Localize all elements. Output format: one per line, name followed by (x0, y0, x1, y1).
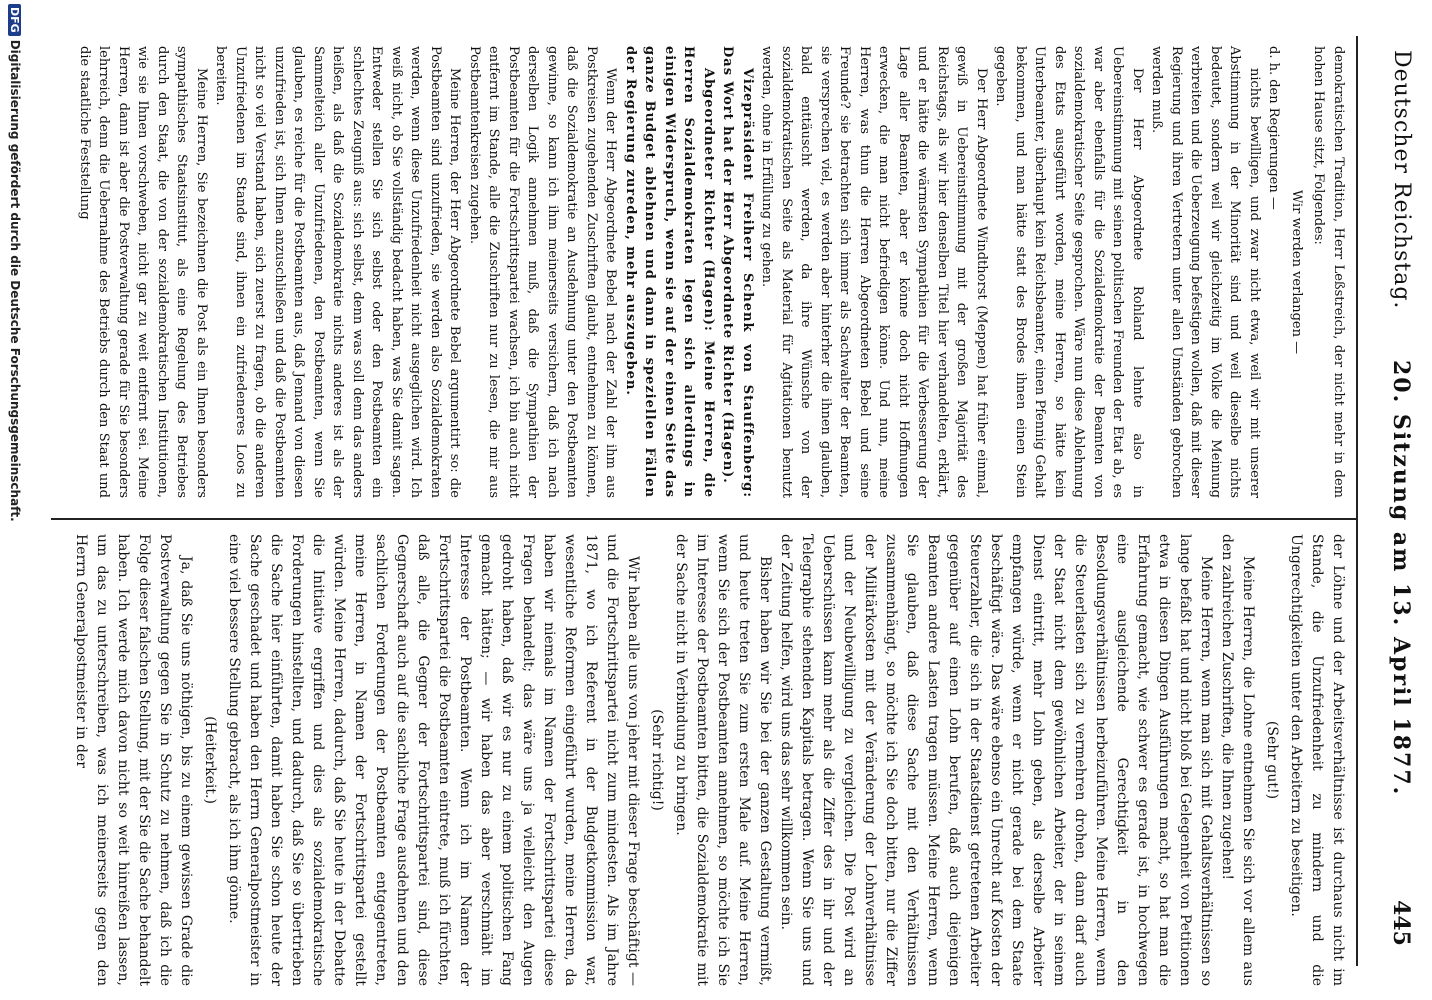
interjection: (Sehr richtig!) (649, 709, 665, 811)
paragraph: der Löhne und der Arbeitsverhältnisse ist durchaus nicht im Stande, die Unzufriedenheit zu mindern und die Ungerechtigkeiten unter den Arbeitern zu beseitigen. (1288, 534, 1346, 986)
paragraph: Meine Herren, Sie bezeichnen die Post als ein Ihnen besonders sympathisches Staatsinstitut, als eine Regelung des Betriebes durch den Staat, die von der sozialdemokratischen Institutionen, wie sie Ihnen vorschweben, nicht gar zu weit entfernt sei. Meine Herren, dann ist aber die Postverwaltung gerade für Sie besonders lehrreich, denn die Uebernahme des Betriebs durch den Staat und die staatliche Feststellung (77, 46, 209, 498)
session-title: 20. Sitzung am 13. April 1877. (1388, 360, 1414, 797)
interjection: (Sehr gut!) (1264, 720, 1280, 800)
dfg-logo: DFG (8, 4, 21, 36)
paragraph: Wir haben alle uns von jeher mit dieser Frage beschäftigt — und die Fortschrittspartei nicht zum mindesten. Als im Jahre 1871, wo ich Referent in der Budgetkommission war, wesentliche Reformen eingeführt wurden, meine Herren, da haben wir niemals im Namen der Fortschrittspartei diese Fragen behandelt; das wäre uns ja vielleicht den Augen gedroht haben, daß wir es nur zu einem politischen Fang gemacht hätten; — wir haben das aber verschmäht im Interesse der Postbeamten. Wenn ich im Namen der Fortschrittspartei die Postbeamten eintrete, muß ich fürchten, daß alle, die Gegner der Fortschrittspartei sind, diese Gegnerschaft auch auf die sachliche Frage ausdehnen und den sachlichen Forderungen der Postbeamten entgegentreten, meine Herren, in Namen der Fortschrittspartei gestellt würden. Meine Herren, dadurch, daß Sie heute in der Debatte die Initiative ergriffen und dies als sozialdemokratische Forderungen hinstellten, und dadurch, daß Sie so übertrieben die Sache hier einführten, damit haben Sie schon heute der Sache geschadet und haben den Herrn Generalpostmeister in eine viel bessere Stellung gebracht, als ich ihm gönne. (226, 534, 641, 986)
quote-line: d. h. den Regierungen — (1266, 46, 1282, 210)
page-number: 445 (1388, 900, 1414, 946)
header-rule (1356, 36, 1358, 966)
speaker-paragraph: Abgeordneter Richter (Hagen): Meine Herren, die Herren Sozialdemokraten legen sich allerdings in einigen Widerspruch, wenn sie auf der einen Seite das ganze Budget ablehnen und dann in speziellen Fällen der Regierung zureden, mehr auszugeben. (623, 46, 716, 498)
paragraph: Der Herr Abgeordnete Windthorst (Meppen) hat früher einmal, gewiß in Uebereinstimmung mit der großen Majorität des Reichstags, als wir hier denselben Titel hier verhandelten, erklärt, und er hätte die wärmsten Sympathien für die Verbesserung der Lage aller Beamten, aber er könne doch nicht Hoffnungen erwecken, die man nicht befriedigen könne. Und nun, meine Herren, was thun die Herren Abgeordneten Bebel und seine Freunde? sie betrachten sich immer als Sachwalter der Beamten, sie versprechen viel, es werden aber hinterher die ihnen glauben, bald enttäuscht werden, da ihre Wünsche von der sozialdemokratischen Seite als Material für Agitationen benutzt werden, ohne in Erfüllung zu gehen. (759, 46, 989, 498)
interjection: (Heiterkeit.) (202, 716, 218, 804)
paragraph: Bisher haben wir Sie bei der ganzen Gestaltung vermißt, und heute treten Sie zum ersten Male auf. Meine Herren, wenn Sie sich der Postbeamten annehmen, so möchte ich Sie im Interesse der Postbeamten bitten, die Sozialdemokratie mit der Sache nicht in Verbindung zu bringen. (673, 534, 773, 986)
header-left: Deutscher Reichstag. (1389, 50, 1414, 310)
paragraph: Meine Herren, die Lohne entnehmen Sie sich vor allem aus den zahlreichen Zuschriften, die Ihnen zugehen! (1219, 534, 1256, 986)
paragraph: Ja, daß Sie uns nöthigen, bis zu einem gewissen Grade die Postverwaltung gegen Sie in Schutz zu nehmen, daß ich die Folge dieser falschen Stellung, mit der Sie die Sache behandelt haben. Ich werde mich davon nicht so weit hinreißen lassen, um das zu unterschreiben, was ich meinerseits gegen den Herrn Generalpostmeister in der (73, 534, 194, 986)
speaker-announcement: Vizepräsident Freiherr Schenk von Stauffenberg: Das Wort hat der Herr Abgeordnete Richter (Hagen). (720, 46, 755, 498)
credit-text: Digitalisierung gefördert durch die Deutsche Forschungsgemeinschaft. (8, 39, 22, 522)
digitization-credit (0, 0, 22, 1000)
paragraph: nichts bewilligen, und zwar nicht etwa, weil wir mit unserer Abstimmung in der Minorität sind und weil dieselbe nichts bedeutet, sondern weil wir gleichzeitig im Volke die Meinung verbreiten und die Ueberzeugung befestigen wollen, daß mit dieser Regierung und ihren Vertretern unter allen Umständen gebrochen werden muß. (1149, 46, 1262, 498)
text-column-left (75, 46, 1349, 498)
text-column-right (70, 534, 1348, 986)
page-header (1378, 0, 1424, 1000)
paragraph: demokratischen Tradition, Herr Leßstreich, der nicht mehr in dem hohen Hause sitzt, Folgendes: (1311, 46, 1346, 498)
paragraph: Der Herr Abgeordnete Rohland lehnte also in Uebereinstimmung mit seinen politischen Freunden der Etat ab, es war aber ebenfalls für die Sozialdemokratie der Beamten von sozialdemokratischer Seite gesprochen. Wäre nun diese Ablehnung des Etats ausgeführt worden, meine Herren, so hätte kein Unterbeamter, überhaupt kein Reichsbeamter, einen Pfennig Gehalt bekommen, und man hätte statt des Brodes ihnen einen Stein gegeben. (993, 46, 1145, 498)
quote-line: Wir werden verlangen — (1289, 189, 1304, 355)
paragraph: Meine Herren, wenn man sich mit Gehaltsverhältnissen so lange befaßt hat und nicht bloß bei Gelegenheit von Petitionen etwa in diesen Dingen Ausführungen macht, so hat man die Erfahrung gemacht, wie schwer es gerade ist, in hochwegen eine ausgleichende Gerechtigkeit in den Besoldungsverhältnissen herbeizuführen. Meine Herren, wenn die Steuerlasten sich zu vermehren drohen, dann darf auch der Staat nicht dem gewöhnlichen Arbeiter, der in seinem Dienst eintritt, mehr Lohn geben, als derselbe Arbeiter empfangen würde, wenn er nicht gerade bei dem Staate beschäftigt wäre. Das wäre ebenso ein Unrecht auf Kosten der Steuerzahler, die sich in der Staatsdienst getretenen Arbeiter gegenüber auf einen Lohn berufen, daß auch diejenigen Beamten andere Lasten tragen müssen. Meine Herren, wenn Sie glauben, daß diese Sache mit den Verhältnissen zusammenhängt, so möchte ich Sie doch bitten, nur die Ziffer der Militärkosten mit der Veränderung der Lohnverhältnisse und der Neubewilligung zu vergleichen. Die Post wird an Ueberschüssen kann mehr als die Ziffer des in ihr und der Telegraphie stehenden Kapitals betragen. Wenn Sie uns und der Zeitung helfen, wird uns das sehr willkommen sein. (778, 534, 1214, 986)
paragraph: Meine Herren, der Herr Abgeordnete Bebel argumentirt so: die Postbeamten sind unzufrieden, sie werden also Sozialdemokraten werden, wenn diese Unzufriedenheit nicht ausgeglichen wird. Ich weiß nicht, ob Sie vollständig bedacht haben, was Sie damit sagen. Entweder stellen Sie sich selbst oder den Postbeamten ein schlechtes Zeugniß aus: sich selbst, denn was soll denn das anders heißen, als daß die Sozialdemokratie nichts anderes ist als der Sammelteich aller Unzufriedenen, den Postbeamten, wenn Sie glauben, es reiche für die Postbeamten aus, daß Jemand von diesen unzufrieden ist, sich Ihnen anzuschließen und daß die Postbeamten nicht so viel Verstand haben, sich zuerst zu fragen, ob die anderen Unzufriedenen im Stande sind, ihnen ein zufriedeneres Loos zu bereiten. (213, 46, 463, 498)
column-divider (51, 518, 1356, 520)
paragraph: Wenn der Herr Abgeordnete Bebel nach der Zahl der ihm aus Postkreisen zugehenden Zuschriften glaubt, entnehmen zu können, daß die Sozialdemokratie an Ausdehnung unter den Postbeamten gewinne, so kann ich ihm meinerseits versichern, daß ich nach derselben Logik annehmen muß, daß die Sympathien der Postbeamten für die Fortschrittspartei wachsen, ich bin auch nicht entfernt im Stande, alle die Zuschriften nur zu lesen, die mir aus Postbeamtenkreisen zugehen. (467, 46, 619, 498)
